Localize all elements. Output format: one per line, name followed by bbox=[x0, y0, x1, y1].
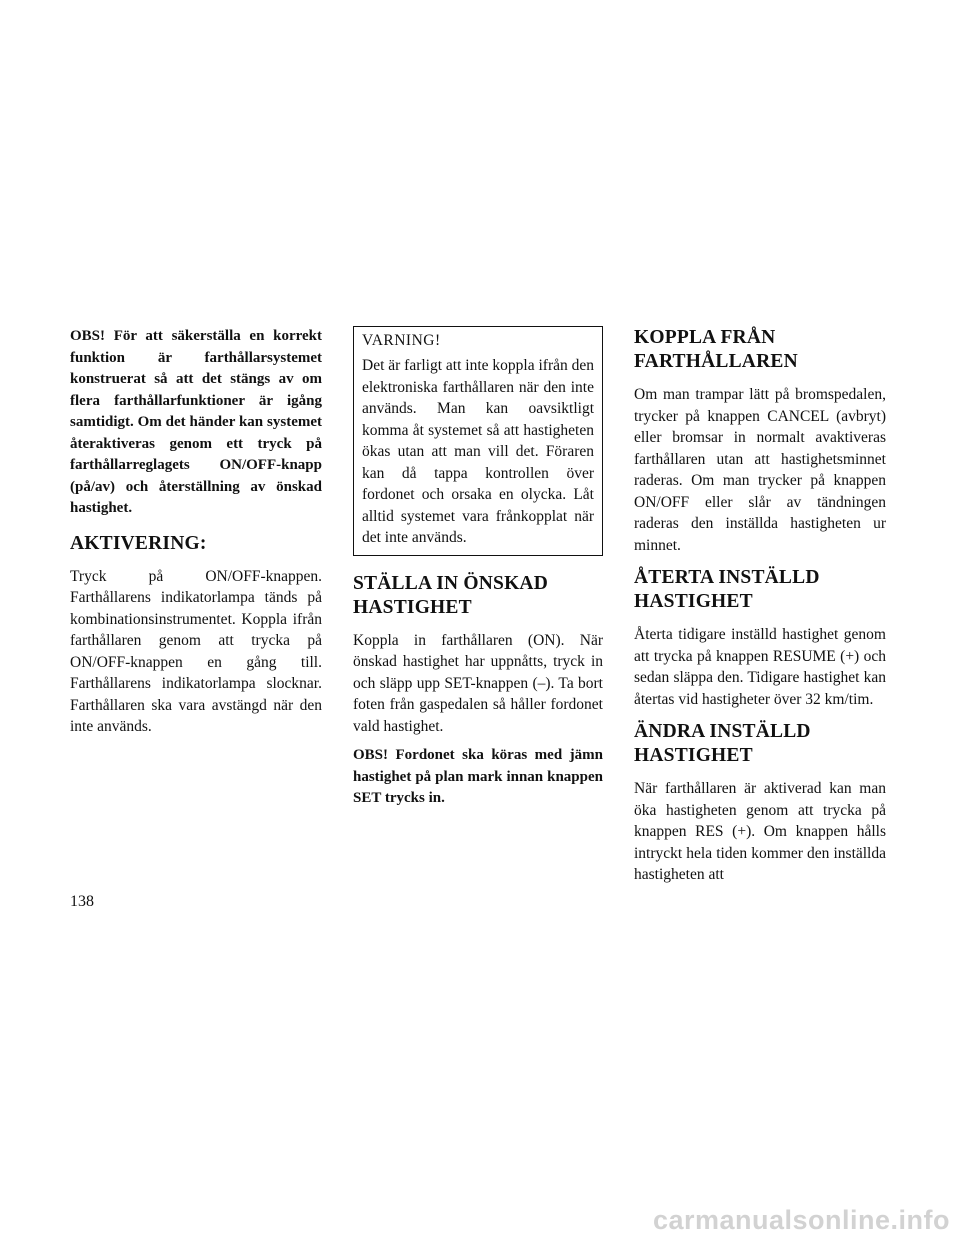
warning-box bbox=[353, 326, 603, 556]
section-heading-stalla-in: STÄLLA IN ÖNSKAD HASTIGHET bbox=[353, 572, 549, 618]
body-paragraph: När farthållaren är aktiverad kan man öka hastigheten genom att trycka på knappen RES (+). Om knappen hålls intryckt hela tiden kommer den inställda hastigheten att bbox=[634, 780, 886, 883]
section-heading-koppla-fran: KOPPLA FRÅN FARTHÅLLAREN bbox=[634, 327, 798, 372]
note-paragraph: OBS! Fordonet ska köras med jämn hastighet på plan mark innan knappen SET trycks in. bbox=[353, 747, 603, 806]
body-paragraph: Koppla in farthållaren (ON). När önskad hastighet har uppnåtts, tryck in och släpp upp SET-knappen (–). Ta bort foten från gaspedalen så håller fordonet vald hastighet. bbox=[353, 631, 603, 735]
body-paragraph: Tryck på ON/OFF-knappen. Farthållarens indikatorlampa tänds på kombinationsinstrumentet. Koppla ifrån farthållaren genom att trycka på ON/OFF-knappen en gång till. Farthållarens indikatorlampa slocknar. Farthållaren ska vara avstängd när den inte används. bbox=[70, 567, 322, 735]
page-number: 138 bbox=[70, 893, 94, 910]
watermark: carmanualsonline.info bbox=[652, 1205, 950, 1235]
column-middle bbox=[353, 326, 603, 818]
section-heading-andra: ÄNDRA INSTÄLLD HASTIGHET bbox=[634, 721, 811, 766]
warning-body: Det är farligt att inte koppla ifrån den elektroniska farthållaren när den inte används. Man kan oavsiktligt komma åt systemet så att hastigheten ökas utan att man vill det. Föraren kan då tappa kontrollen över fordonet och orsaka en olycka. Låt alltid systemet vara frånkopplat när det inte används. bbox=[362, 357, 594, 546]
warning-title: VARNING! bbox=[362, 332, 441, 349]
section-heading-aterta: ÅTERTA INSTÄLLD HASTIGHET bbox=[634, 567, 820, 612]
note-paragraph: OBS! För att säkerställa en korrekt funktion är farthållarsystemet konstruerat så att det stängs av om flera farthållarfunktioner är igång samtidigt. Om det händer kan systemet återaktiveras genom ett tryck på farthållarreglagets ON/OFF-knapp (på/av) och återställning av önskad hastighet. bbox=[70, 328, 322, 516]
column-left bbox=[70, 326, 322, 746]
column-right bbox=[634, 326, 886, 894]
section-heading-aktivering: AKTIVERING: bbox=[70, 532, 207, 554]
body-paragraph: Om man trampar lätt på bromspedalen, trycker på knappen CANCEL (avbryt) eller bromsar in normalt avaktiveras farthållaren utan att hastighetsminnet raderas. Om man trycker på knappen ON/OFF eller slår av tändningen raderas den inställda hastigheten ur minnet. bbox=[634, 386, 886, 554]
body-paragraph: Återta tidigare inställd hastighet genom att trycka på knappen RESUME (+) och sedan släppa den. Tidigare hastighet kan återtas vid hastigheter över 32 km/tim. bbox=[634, 626, 886, 708]
